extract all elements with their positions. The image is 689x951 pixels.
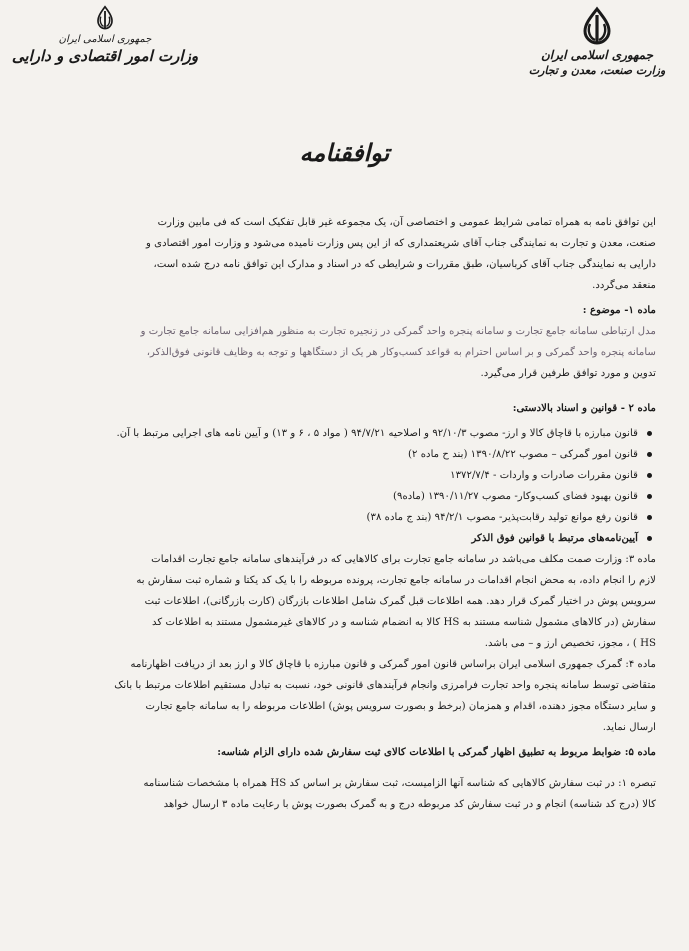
article4-text (40, 654, 656, 738)
text-line: کالا (درج کد شناسه) انجام و در ثبت سفارش کد مربوطه درج و به گمرک بصورت پوش با رعایت ماده ۳ ارسال خواهد (163, 799, 656, 810)
text-line: متقاضی توسط سامانه پنجره واحد تجارت فرامرزی وانجام فرآیندهای قانونی خود، نسبت به تبادل مستقیم اطلاعات مرتبط با بانک (114, 680, 656, 691)
text-line: سرویس پوش در اختیار گمرک قرار دهد. همه اطلاعات قبل گمرک شامل اطلاعات بازرگان (کارت بازرگانی)، اطلاعات ثبت (144, 596, 656, 607)
text-line: تدوین و مورد توافق طرفین قرار می‌گیرد. (480, 368, 656, 379)
text-line: این توافق نامه به همراه تمامی شرایط عمومی و اختصاصی آن، یک مجموعه غیر قابل تفکیک است که فی مابین وزارت (157, 217, 656, 228)
list-item: آیین‌نامه‌های مرتبط با قوانین فوق الذکر (40, 528, 638, 549)
article1-heading: ماده ۱- موضوع : (582, 304, 656, 316)
text-line: لازم را انجام داده، به محض انجام اقدامات در سامانه جامع تجارت، پرونده مربوطه را با یک کد یکتا و شماره ثبت سفارش به (136, 575, 656, 586)
header-right (527, 6, 667, 77)
text-line: مدل ارتباطی سامانه جامع تجارت و سامانه پنجره واحد گمرکی در زنجیره تجارت به منظور هم‌افزایی سامانه جامع تجارت و (140, 326, 656, 337)
header-left-ministry: وزارت امور اقتصادی و دارایی (11, 47, 199, 65)
text-line: سامانه پنجره واحد گمرکی و بر اساس احترام به قواعد کسب‌وکار هر یک از دستگاهها و توجه به وظایف قانونی فوق‌الذکر، (146, 347, 656, 358)
header-right-ministry: وزارت صنعت، معدن و تجارت (528, 64, 666, 77)
list-item: قانون رفع موانع تولید رقابت‌پذیر- مصوب ۹۴/۲/۱ (بند ج ماده ۳۸) (40, 507, 638, 528)
laws-list (40, 423, 656, 549)
text-line: سفارش (در کالاهای مشمول شناسه مستند به HS کالا به انضمام شناسه و در کالاهای غیرمشمول مستند به اطلاعات کد (152, 617, 656, 628)
article1-text (40, 321, 656, 384)
header-left (10, 4, 200, 65)
list-item: قانون بهبود فضای کسب‌وکار- مصوب ۱۳۹۰/۱۱/۲۷ (ماده۹) (40, 486, 638, 507)
text-line: تبصره ۱: در ثبت سفارش کالاهایی که شناسه آنها الزامیست، ثبت سفارش بر اساس کد HS همراه با مشخصات شناسنامه (143, 778, 656, 789)
text-line: صنعت، معدن و تجارت به نمایندگی جناب آقای شریعتمداری که از این پس وزارت نامیده می‌شود و وزارت امور اقتصادی و (146, 238, 656, 249)
header-left-country: جمهوری اسلامی ایران (58, 34, 152, 45)
list-item: قانون امور گمرکی – مصوب ۱۳۹۰/۸/۲۲ (بند ح ماده ۲) (40, 444, 638, 465)
text-line: ماده ۴: گمرک جمهوری اسلامی ایران براساس قانون امور گمرکی و قانون مبارزه با قاچاق کالا و ارز بعد از دریافت اظهارنامه (130, 659, 656, 670)
text-line: HS ) ، مجوز، تخصیص ارز و – می باشد. (484, 638, 656, 649)
article2-heading: ماده ۲ - قوانین و اسناد بالادستی: (512, 402, 656, 414)
document-title: توافقنامه (299, 138, 390, 167)
document-body (40, 212, 656, 815)
article3-text (40, 549, 656, 654)
text-line: و سایر دستگاه مجوز دهنده، اقدام و همزمان (برخط و بصورت سرویس پوش) اطلاعات مربوطه را به سامانه جامع تجارت (145, 701, 656, 712)
intro-paragraph (40, 212, 656, 296)
text-line: منعقد می‌گردد. (592, 280, 656, 291)
text-line: دارایی به نمایندگی جناب آقای کرباسیان، طبق مقررات و شرایطی که در اسناد و مدارک این توافق نامه درج شده است، (153, 259, 656, 270)
list-item: قانون مقررات صادرات و واردات - ۱۳۷۲/۷/۴ (40, 465, 638, 486)
text-line: ماده ۳: وزارت صمت مکلف می‌باشد در سامانه جامع تجارت برای کالاهایی که در فرآیندهای سامانه جامع تجارت اقدامات (151, 554, 656, 565)
note1-text (40, 773, 656, 815)
emblem-icon (577, 6, 617, 46)
header-right-country: جمهوری اسلامی ایران (540, 48, 654, 62)
emblem-icon (91, 4, 119, 32)
article5-heading: ماده ۵: ضوابط مربوط به تطبیق اظهار گمرکی با اطلاعات کالای ثبت سفارش شده دارای الزام شناسه: (217, 746, 656, 758)
list-item: قانون مبارزه با قاچاق کالا و ارز- مصوب ۹۲/۱۰/۳ و اصلاحیه ۹۴/۷/۲۱ ( مواد ۵ ، ۶ و ۱۳) و آیین نامه های اجرایی مرتبط با آن. (40, 423, 638, 444)
text-line: ارسال نماید. (602, 722, 656, 733)
